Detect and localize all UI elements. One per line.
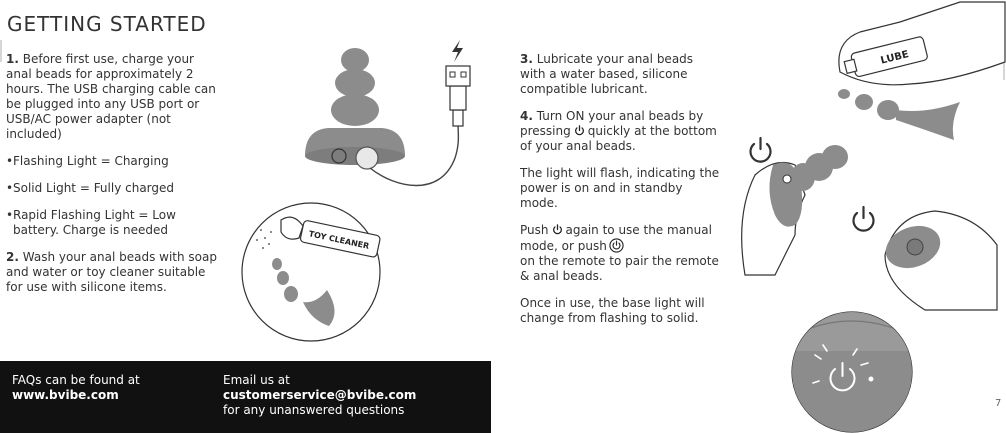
light-info: The light will flash, indicating the power is on and in standby mode. bbox=[520, 166, 720, 210]
step-4-text-post: quickly at the bottom of your anal beads. bbox=[520, 124, 717, 153]
lube-illustration bbox=[830, 2, 1005, 142]
left-instructions bbox=[6, 52, 218, 295]
page-title: GETTING STARTED bbox=[7, 12, 207, 36]
bullet-text: Flashing Light = Charging bbox=[13, 154, 169, 168]
faq-text: FAQs can be found at bbox=[12, 373, 140, 387]
remote-power-icon bbox=[609, 238, 624, 253]
page-number: 7 bbox=[995, 398, 1002, 409]
power-icon bbox=[574, 125, 585, 136]
step-1-text: Before first use, charge your anal beads for approximately 2 hours. The USB charging cable can be plugged into any USB port or USB/AC power adapter (not included) bbox=[6, 52, 216, 141]
usb-plug bbox=[450, 86, 466, 110]
step-2-text: Wash your anal beads with soap and water or toy cleaner suitable for use with silicone items. bbox=[6, 250, 217, 294]
charging-illustration bbox=[300, 38, 490, 198]
step-1 bbox=[6, 52, 218, 142]
email-tail: for any unanswered questions bbox=[223, 403, 405, 417]
step-4-number: 4. bbox=[520, 109, 533, 123]
step-4-text-pre: Turn ON your anal beads by pressing bbox=[520, 109, 704, 138]
email-block bbox=[223, 373, 483, 418]
bullet-text: Solid Light = Fully charged bbox=[13, 181, 175, 195]
edge-marker-left bbox=[0, 40, 2, 62]
toy-cleaner-label: TOY CLEANER bbox=[307, 229, 370, 251]
step-3 bbox=[520, 52, 720, 97]
bullet-text: Rapid Flashing Light = Low battery. Charge is needed bbox=[13, 208, 176, 237]
bullet-marker: • bbox=[6, 208, 14, 222]
bullet-low-battery bbox=[6, 208, 218, 238]
cleaning-illustration bbox=[241, 202, 381, 342]
bullet-charged bbox=[6, 181, 218, 196]
charging-port bbox=[356, 147, 378, 169]
bead-2 bbox=[335, 69, 375, 97]
power-on-illustration bbox=[735, 135, 1005, 310]
power-icon bbox=[552, 224, 563, 235]
bead-3 bbox=[331, 94, 379, 126]
footer bbox=[0, 361, 491, 433]
step-1-number: 1. bbox=[6, 52, 19, 66]
faq-link[interactable]: www.bvibe.com bbox=[12, 388, 119, 402]
power-symbol-large-1 bbox=[751, 138, 771, 162]
base-light-illustration bbox=[791, 311, 913, 433]
step-3-text: Lubricate your anal beads with a water based, silicone compatible lubricant. bbox=[520, 52, 694, 96]
email-intro: Email us at bbox=[223, 373, 290, 387]
lightning-icon bbox=[452, 40, 463, 62]
step-2-number: 2. bbox=[6, 250, 19, 264]
faq-block bbox=[12, 373, 212, 403]
step-4 bbox=[520, 109, 720, 154]
step-3-number: 3. bbox=[520, 52, 533, 66]
bullet-marker: • bbox=[6, 154, 14, 168]
bullet-marker: • bbox=[6, 181, 14, 195]
push-text-mid: again to use the manual mode, or push bbox=[520, 223, 712, 253]
email-link[interactable]: customerservice@bvibe.com bbox=[223, 388, 417, 402]
bead-top bbox=[341, 48, 369, 72]
push-text-pre: Push bbox=[520, 223, 549, 237]
power-symbol-large-2 bbox=[854, 207, 874, 231]
right-instructions bbox=[520, 52, 720, 326]
once-info: Once in use, the base light will change from flashing to solid. bbox=[520, 296, 705, 325]
step-2 bbox=[6, 250, 218, 295]
push-info bbox=[520, 223, 720, 284]
lube-label: LUBE bbox=[879, 49, 910, 67]
bullet-charging bbox=[6, 154, 218, 169]
push-text-post: on the remote to pair the remote & anal beads. bbox=[520, 254, 719, 283]
